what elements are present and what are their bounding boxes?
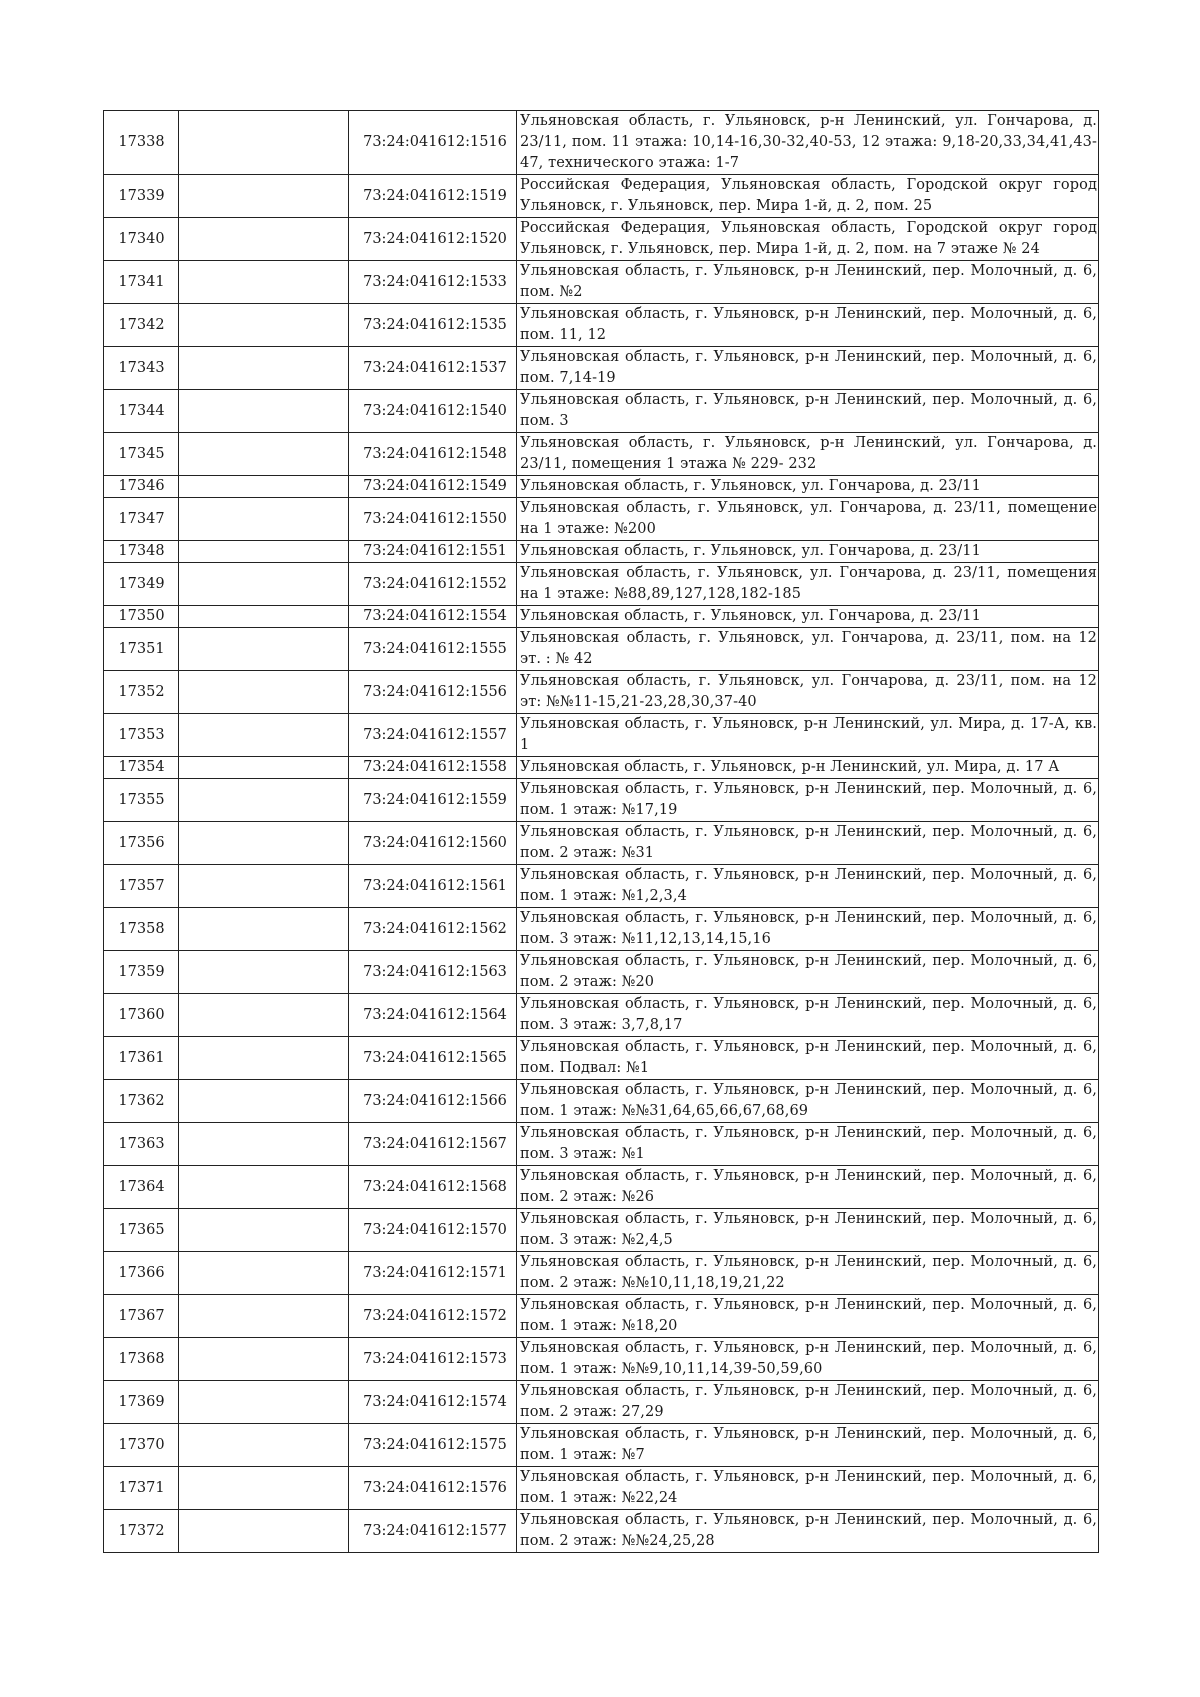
- owner-cell: [179, 498, 349, 541]
- row-number-cell: 17348: [104, 541, 179, 563]
- address-cell: Ульяновская область, г. Ульяновск, ул. Гончарова, д. 23/11: [517, 476, 1099, 498]
- cadastral-number-cell: 73:24:041612:1570: [349, 1209, 517, 1252]
- table-row: [104, 218, 1099, 261]
- address-cell: Ульяновская область, г. Ульяновск, ул. Гончарова, д. 23/11, помещения на 1 этаже: №88,89,127,128,182-185: [517, 563, 1099, 606]
- cadastral-number-cell: 73:24:041612:1573: [349, 1338, 517, 1381]
- owner-cell: [179, 606, 349, 628]
- owner-cell: [179, 261, 349, 304]
- row-number-cell: 17358: [104, 908, 179, 951]
- table-row: [104, 304, 1099, 347]
- table-row: [104, 1209, 1099, 1252]
- address-cell: Ульяновская область, г. Ульяновск, р-н Ленинский, пер. Молочный, д. 6, пом. 2 этаж: №31: [517, 822, 1099, 865]
- cadastral-number-cell: 73:24:041612:1540: [349, 390, 517, 433]
- row-number-cell: 17346: [104, 476, 179, 498]
- cadastral-number-cell: 73:24:041612:1564: [349, 994, 517, 1037]
- registry-table: [103, 110, 1099, 1553]
- table-row: [104, 1123, 1099, 1166]
- table-row: [104, 347, 1099, 390]
- row-number-cell: 17356: [104, 822, 179, 865]
- table-row: [104, 951, 1099, 994]
- row-number-cell: 17355: [104, 779, 179, 822]
- address-cell: Ульяновская область, г. Ульяновск, р-н Ленинский, пер. Молочный, д. 6, пом. 1 этаж: №17,19: [517, 779, 1099, 822]
- address-cell: Ульяновская область, г. Ульяновск, р-н Ленинский, пер. Молочный, д. 6, пом. Подвал: №1: [517, 1037, 1099, 1080]
- cadastral-number-cell: 73:24:041612:1575: [349, 1424, 517, 1467]
- owner-cell: [179, 1295, 349, 1338]
- table-row: [104, 671, 1099, 714]
- address-cell: Ульяновская область, г. Ульяновск, р-н Ленинский, ул. Мира, д. 17-А, кв. 1: [517, 714, 1099, 757]
- cadastral-number-cell: 73:24:041612:1533: [349, 261, 517, 304]
- row-number-cell: 17371: [104, 1467, 179, 1510]
- row-number-cell: 17339: [104, 175, 179, 218]
- cadastral-number-cell: 73:24:041612:1558: [349, 757, 517, 779]
- row-number-cell: 17341: [104, 261, 179, 304]
- owner-cell: [179, 994, 349, 1037]
- address-cell: Ульяновская область, г. Ульяновск, р-н Ленинский, ул. Гончарова, д. 23/11, пом. 11 этажа: 10,14-16,30-32,40-53, 12 этажа: 9,18-20,33,34,41,43-47, технического этажа: 1-7: [517, 111, 1099, 175]
- cadastral-number-cell: 73:24:041612:1572: [349, 1295, 517, 1338]
- address-cell: Ульяновская область, г. Ульяновск, р-н Ленинский, пер. Молочный, д. 6, пом. 3: [517, 390, 1099, 433]
- cadastral-number-cell: 73:24:041612:1567: [349, 1123, 517, 1166]
- cadastral-number-cell: 73:24:041612:1554: [349, 606, 517, 628]
- address-cell: Ульяновская область, г. Ульяновск, р-н Ленинский, пер. Молочный, д. 6, пом. 2 этаж: №20: [517, 951, 1099, 994]
- row-number-cell: 17354: [104, 757, 179, 779]
- cadastral-number-cell: 73:24:041612:1560: [349, 822, 517, 865]
- address-cell: Ульяновская область, г. Ульяновск, р-н Ленинский, пер. Молочный, д. 6, пом. №2: [517, 261, 1099, 304]
- owner-cell: [179, 175, 349, 218]
- cadastral-number-cell: 73:24:041612:1565: [349, 1037, 517, 1080]
- owner-cell: [179, 714, 349, 757]
- address-cell: Ульяновская область, г. Ульяновск, р-н Ленинский, пер. Молочный, д. 6, пом. 3 этаж: №11,12,13,14,15,16: [517, 908, 1099, 951]
- owner-cell: [179, 1209, 349, 1252]
- cadastral-number-cell: 73:24:041612:1549: [349, 476, 517, 498]
- address-cell: Ульяновская область, г. Ульяновск, р-н Ленинский, пер. Молочный, д. 6, пом. 1 этаж: №22,24: [517, 1467, 1099, 1510]
- table-row: [104, 1467, 1099, 1510]
- cadastral-number-cell: 73:24:041612:1550: [349, 498, 517, 541]
- cadastral-number-cell: 73:24:041612:1551: [349, 541, 517, 563]
- address-cell: Российская Федерация, Ульяновская область, Городской округ город Ульяновск, г. Ульяновск, пер. Мира 1-й, д. 2, пом. на 7 этаже № 24: [517, 218, 1099, 261]
- owner-cell: [179, 218, 349, 261]
- owner-cell: [179, 1467, 349, 1510]
- address-cell: Ульяновская область, г. Ульяновск, р-н Ленинский, пер. Молочный, д. 6, пом. 3 этаж: №1: [517, 1123, 1099, 1166]
- table-row: [104, 111, 1099, 175]
- row-number-cell: 17345: [104, 433, 179, 476]
- cadastral-number-cell: 73:24:041612:1548: [349, 433, 517, 476]
- row-number-cell: 17359: [104, 951, 179, 994]
- address-cell: Ульяновская область, г. Ульяновск, р-н Ленинский, пер. Молочный, д. 6, пом. 2 этаж: №26: [517, 1166, 1099, 1209]
- owner-cell: [179, 1166, 349, 1209]
- owner-cell: [179, 476, 349, 498]
- address-cell: Ульяновская область, г. Ульяновск, р-н Ленинский, ул. Гончарова, д. 23/11, помещения 1 этажа № 229- 232: [517, 433, 1099, 476]
- owner-cell: [179, 908, 349, 951]
- owner-cell: [179, 865, 349, 908]
- cadastral-number-cell: 73:24:041612:1537: [349, 347, 517, 390]
- table-row: [104, 1252, 1099, 1295]
- row-number-cell: 17343: [104, 347, 179, 390]
- row-number-cell: 17347: [104, 498, 179, 541]
- table-row: [104, 606, 1099, 628]
- table-row: [104, 908, 1099, 951]
- owner-cell: [179, 111, 349, 175]
- table-row: [104, 714, 1099, 757]
- address-cell: Ульяновская область, г. Ульяновск, р-н Ленинский, ул. Мира, д. 17 А: [517, 757, 1099, 779]
- table-row: [104, 757, 1099, 779]
- address-cell: Российская Федерация, Ульяновская область, Городской округ город Ульяновск, г. Ульяновск, пер. Мира 1-й, д. 2, пом. 25: [517, 175, 1099, 218]
- table-row: [104, 498, 1099, 541]
- table-row: [104, 433, 1099, 476]
- address-cell: Ульяновская область, г. Ульяновск, р-н Ленинский, пер. Молочный, д. 6, пом. 7,14-19: [517, 347, 1099, 390]
- table-row: [104, 1381, 1099, 1424]
- cadastral-number-cell: 73:24:041612:1557: [349, 714, 517, 757]
- table-row: [104, 1424, 1099, 1467]
- row-number-cell: 17350: [104, 606, 179, 628]
- row-number-cell: 17364: [104, 1166, 179, 1209]
- cadastral-number-cell: 73:24:041612:1563: [349, 951, 517, 994]
- address-cell: Ульяновская область, г. Ульяновск, р-н Ленинский, пер. Молочный, д. 6, пом. 1 этаж: №7: [517, 1424, 1099, 1467]
- owner-cell: [179, 1037, 349, 1080]
- owner-cell: [179, 1510, 349, 1553]
- address-cell: Ульяновская область, г. Ульяновск, р-н Ленинский, пер. Молочный, д. 6, пом. 1 этаж: №№31,64,65,66,67,68,69: [517, 1080, 1099, 1123]
- row-number-cell: 17353: [104, 714, 179, 757]
- address-cell: Ульяновская область, г. Ульяновск, ул. Гончарова, д. 23/11, пом. на 12 эт: №№11-15,21-23,28,30,37-40: [517, 671, 1099, 714]
- row-number-cell: 17338: [104, 111, 179, 175]
- table-row: [104, 1166, 1099, 1209]
- row-number-cell: 17357: [104, 865, 179, 908]
- address-cell: Ульяновская область, г. Ульяновск, ул. Гончарова, д. 23/11, помещение на 1 этаже: №200: [517, 498, 1099, 541]
- address-cell: Ульяновская область, г. Ульяновск, р-н Ленинский, пер. Молочный, д. 6, пом. 1 этаж: №№9,10,11,14,39-50,59,60: [517, 1338, 1099, 1381]
- row-number-cell: 17344: [104, 390, 179, 433]
- row-number-cell: 17352: [104, 671, 179, 714]
- address-cell: Ульяновская область, г. Ульяновск, р-н Ленинский, пер. Молочный, д. 6, пом. 3 этаж: 3,7,8,17: [517, 994, 1099, 1037]
- owner-cell: [179, 390, 349, 433]
- owner-cell: [179, 779, 349, 822]
- address-cell: Ульяновская область, г. Ульяновск, р-н Ленинский, пер. Молочный, д. 6, пом. 11, 12: [517, 304, 1099, 347]
- address-cell: Ульяновская область, г. Ульяновск, р-н Ленинский, пер. Молочный, д. 6, пом. 2 этаж: №№24,25,28: [517, 1510, 1099, 1553]
- owner-cell: [179, 347, 349, 390]
- owner-cell: [179, 1252, 349, 1295]
- cadastral-number-cell: 73:24:041612:1562: [349, 908, 517, 951]
- address-cell: Ульяновская область, г. Ульяновск, ул. Гончарова, д. 23/11: [517, 541, 1099, 563]
- row-number-cell: 17362: [104, 1080, 179, 1123]
- owner-cell: [179, 757, 349, 779]
- table-row: [104, 628, 1099, 671]
- row-number-cell: 17366: [104, 1252, 179, 1295]
- cadastral-number-cell: 73:24:041612:1556: [349, 671, 517, 714]
- table-row: [104, 541, 1099, 563]
- table-row: [104, 1338, 1099, 1381]
- row-number-cell: 17340: [104, 218, 179, 261]
- address-cell: Ульяновская область, г. Ульяновск, р-н Ленинский, пер. Молочный, д. 6, пом. 1 этаж: №18,20: [517, 1295, 1099, 1338]
- table-row: [104, 1037, 1099, 1080]
- address-cell: Ульяновская область, г. Ульяновск, ул. Гончарова, д. 23/11: [517, 606, 1099, 628]
- row-number-cell: 17361: [104, 1037, 179, 1080]
- cadastral-number-cell: 73:24:041612:1552: [349, 563, 517, 606]
- owner-cell: [179, 304, 349, 347]
- owner-cell: [179, 1123, 349, 1166]
- row-number-cell: 17369: [104, 1381, 179, 1424]
- row-number-cell: 17349: [104, 563, 179, 606]
- address-cell: Ульяновская область, г. Ульяновск, р-н Ленинский, пер. Молочный, д. 6, пом. 1 этаж: №1,2,3,4: [517, 865, 1099, 908]
- owner-cell: [179, 671, 349, 714]
- owner-cell: [179, 822, 349, 865]
- row-number-cell: 17342: [104, 304, 179, 347]
- table-row: [104, 261, 1099, 304]
- table-row: [104, 1295, 1099, 1338]
- row-number-cell: 17360: [104, 994, 179, 1037]
- cadastral-number-cell: 73:24:041612:1576: [349, 1467, 517, 1510]
- cadastral-number-cell: 73:24:041612:1520: [349, 218, 517, 261]
- address-cell: Ульяновская область, г. Ульяновск, р-н Ленинский, пер. Молочный, д. 6, пом. 2 этаж: №№10,11,18,19,21,22: [517, 1252, 1099, 1295]
- table-row: [104, 476, 1099, 498]
- row-number-cell: 17367: [104, 1295, 179, 1338]
- owner-cell: [179, 1338, 349, 1381]
- owner-cell: [179, 1080, 349, 1123]
- owner-cell: [179, 1424, 349, 1467]
- address-cell: Ульяновская область, г. Ульяновск, р-н Ленинский, пер. Молочный, д. 6, пом. 2 этаж: 27,29: [517, 1381, 1099, 1424]
- row-number-cell: 17370: [104, 1424, 179, 1467]
- cadastral-number-cell: 73:24:041612:1571: [349, 1252, 517, 1295]
- cadastral-number-cell: 73:24:041612:1574: [349, 1381, 517, 1424]
- row-number-cell: 17365: [104, 1209, 179, 1252]
- owner-cell: [179, 563, 349, 606]
- cadastral-number-cell: 73:24:041612:1535: [349, 304, 517, 347]
- cadastral-number-cell: 73:24:041612:1577: [349, 1510, 517, 1553]
- owner-cell: [179, 1381, 349, 1424]
- table-row: [104, 175, 1099, 218]
- row-number-cell: 17351: [104, 628, 179, 671]
- cadastral-number-cell: 73:24:041612:1566: [349, 1080, 517, 1123]
- row-number-cell: 17372: [104, 1510, 179, 1553]
- table-row: [104, 390, 1099, 433]
- table-row: [104, 1080, 1099, 1123]
- address-cell: Ульяновская область, г. Ульяновск, ул. Гончарова, д. 23/11, пом. на 12 эт. : № 42: [517, 628, 1099, 671]
- cadastral-number-cell: 73:24:041612:1559: [349, 779, 517, 822]
- table-row: [104, 822, 1099, 865]
- table-row: [104, 994, 1099, 1037]
- cadastral-number-cell: 73:24:041612:1561: [349, 865, 517, 908]
- address-cell: Ульяновская область, г. Ульяновск, р-н Ленинский, пер. Молочный, д. 6, пом. 3 этаж: №2,4,5: [517, 1209, 1099, 1252]
- table-row: [104, 563, 1099, 606]
- owner-cell: [179, 951, 349, 994]
- table-row: [104, 779, 1099, 822]
- row-number-cell: 17363: [104, 1123, 179, 1166]
- table-row: [104, 1510, 1099, 1553]
- cadastral-number-cell: 73:24:041612:1568: [349, 1166, 517, 1209]
- owner-cell: [179, 628, 349, 671]
- row-number-cell: 17368: [104, 1338, 179, 1381]
- table-row: [104, 865, 1099, 908]
- owner-cell: [179, 541, 349, 563]
- registry-table-body: [104, 111, 1099, 1553]
- owner-cell: [179, 433, 349, 476]
- cadastral-number-cell: 73:24:041612:1516: [349, 111, 517, 175]
- cadastral-number-cell: 73:24:041612:1519: [349, 175, 517, 218]
- cadastral-number-cell: 73:24:041612:1555: [349, 628, 517, 671]
